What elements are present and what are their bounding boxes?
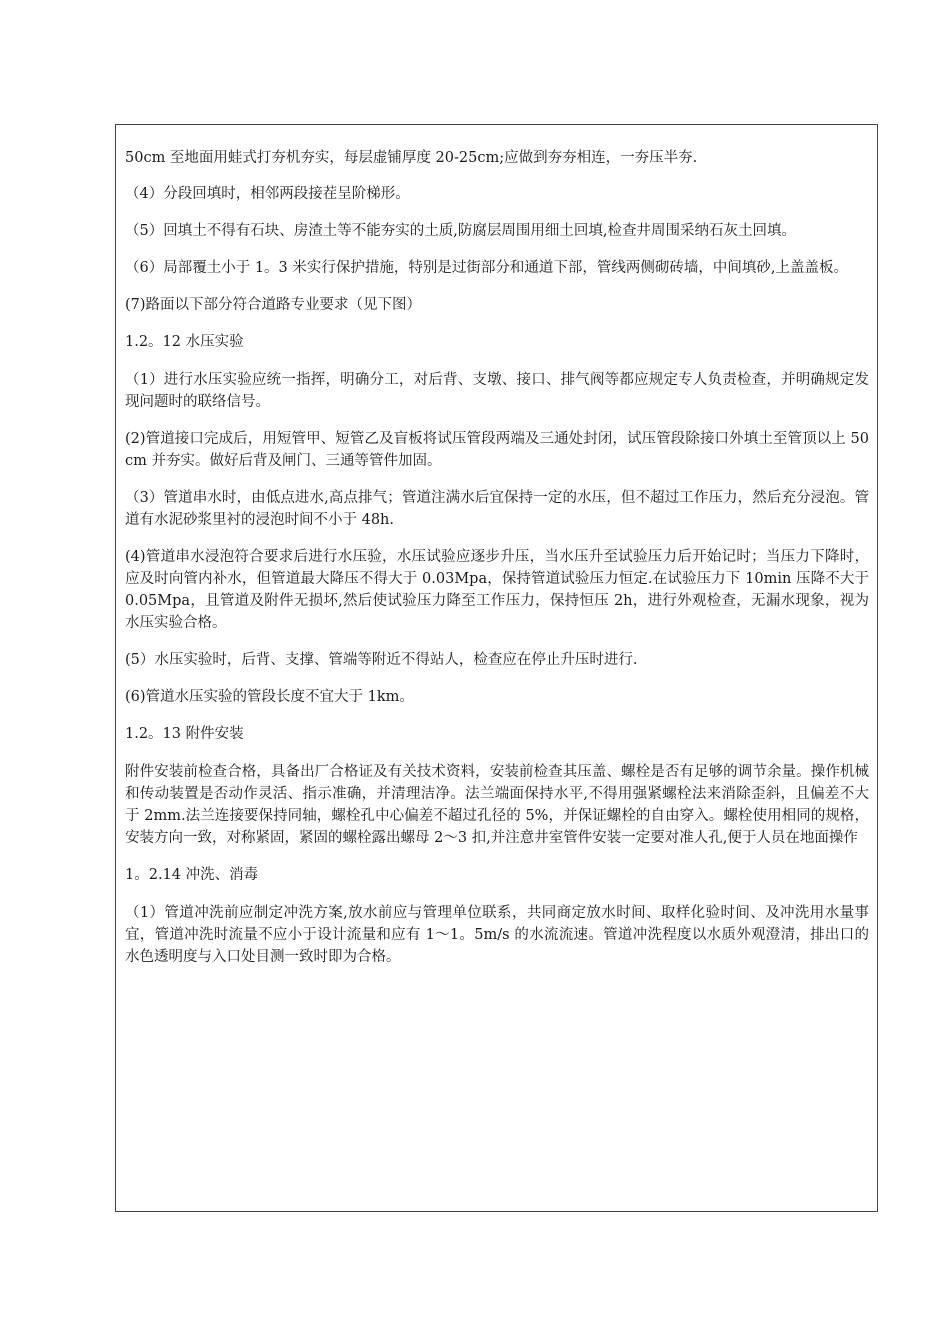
paragraph-test-step-4: (4)管道串水浸泡符合要求后进行水压验，水压试验应逐步升压，当水压升至试验压力后开始记时；当压力下降时，应及时向管内补水，但管道最大降压不得大于 0.03Mpa，保持管道试验压力恒定.在试验压力下 10min 压降不大于 0.05Mpa，且管道及附件无损坏,然后使试验压力降至工作压力，保持恒压 2h，进行外观检查，无漏水现象，视为水压实验合格。 xyxy=(125,549,869,631)
paragraph-backfill-compaction: 50cm 至地面用蛙式打夯机夯实，每层虚铺厚度 20-25cm;应做到夯夯相连，一夯压半夯. xyxy=(125,150,698,166)
paragraph-test-step-6: (6)管道水压实验的管段长度不宜大于 1km。 xyxy=(125,689,414,705)
paragraph-test-step-5: (5）水压实验时，后背、支撑、管端等附近不得站人，检查应在停止升压时进行. xyxy=(125,652,638,668)
paragraph-backfill-step-7: (7)路面以下部分符合道路专业要求（见下图） xyxy=(125,297,422,313)
section-heading-hydrostatic-test: 1.2。12 水压实验 xyxy=(125,334,244,350)
paragraph-test-step-1: （1）进行水压实验应统一指挥，明确分工，对后背、支墩、接口、排气阀等都应规定专人负责检查，并明确规定发现问题时的联络信号。 xyxy=(125,372,869,410)
section-heading-fittings-installation: 1.2。13 附件安装 xyxy=(125,726,244,742)
document-frame xyxy=(115,124,878,1212)
paragraph-flushing-step-1: （1）管道冲洗前应制定冲洗方案,放水前应与管理单位联系，共同商定放水时间、取样化验时间、及冲洗用水量事宜，管道冲洗时流量不应小于设计流量和应有 1～1。5m/s 的水流流速。管道冲洗程度以水质外观澄清，排出口的水色透明度与入口处目测一致时即为合格。 xyxy=(125,905,869,965)
paragraph-backfill-step-4: （4）分段回填时，相邻两段接茬呈阶梯形。 xyxy=(125,186,410,202)
paragraph-test-step-3: （3）管道串水时，由低点进水,高点排气；管道注满水后宜保持一定的水压，但不超过工作压力，然后充分浸泡。管道有水泥砂浆里衬的浸泡时间不小于 48h. xyxy=(125,490,869,528)
paragraph-fittings-installation: 附件安装前检查合格，具备出厂合格证及有关技术资料，安装前检查其压盖、螺栓是否有足够的调节余量。操作机械和传动装置是否动作灵活、指示准确，并清理洁净。法兰端面保持水平,不得用强紧螺栓法来消除歪斜，且偏差不大于 2mm.法兰连接要保持同轴，螺栓孔中心偏差不超过孔径的 5%，并保证螺栓的自由穿入。螺栓使用相同的规格，安装方向一致，对称紧固，紧固的螺栓露出螺母 2～3 扣,并注意井室管件安装一定要对准人孔,便于人员在地面操作 xyxy=(125,764,869,846)
section-heading-flushing-disinfection: 1。2.14 冲洗、消毒 xyxy=(125,867,259,883)
paragraph-backfill-step-6: （6）局部覆土小于 1。3 米实行保护措施，特别是过街部分和通道下部，管线两侧砌砖墙，中间填砂,上盖盖板。 xyxy=(125,260,848,276)
paragraph-backfill-step-5: （5）回填土不得有石块、房渣土等不能夯实的土质,防腐层周围用细土回填,检查井周围采纳石灰土回填。 xyxy=(125,223,796,239)
paragraph-test-step-2: (2)管道接口完成后，用短管甲、短管乙及盲板将试压管段两端及三通处封闭，试压管段除接口外填土至管顶以上 50cm 并夯实。做好后背及闸门、三通等管件加固。 xyxy=(125,431,869,469)
